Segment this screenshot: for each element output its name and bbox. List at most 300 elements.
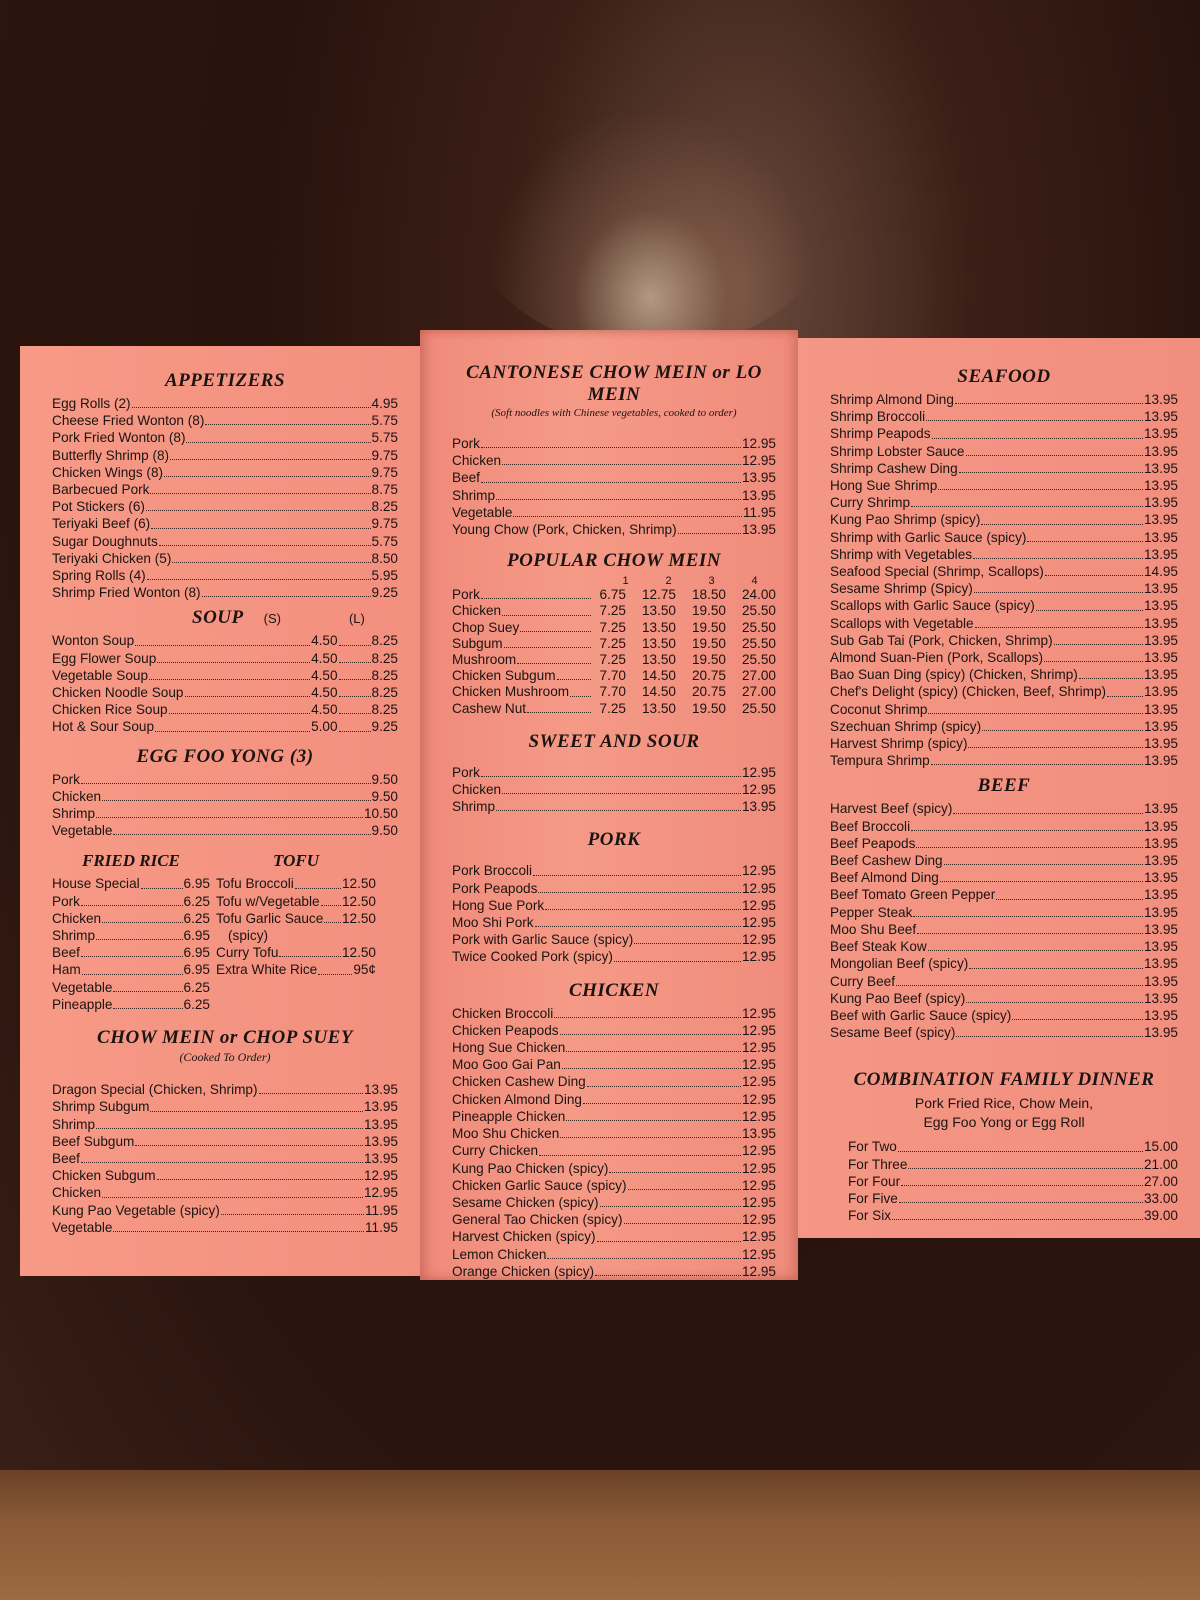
- popular-chow-mein-sizes: [604, 575, 776, 587]
- item-price: 8.75: [371, 482, 398, 498]
- menu-item: [452, 1125, 776, 1142]
- menu-item: [52, 412, 398, 429]
- menu-item: [52, 1133, 398, 1150]
- dot-leader: [911, 506, 1143, 507]
- menu-item: [452, 521, 776, 538]
- menu-item: [848, 1138, 1178, 1155]
- menu-item: [830, 1007, 1178, 1024]
- menu-item: [830, 425, 1178, 442]
- item-price: 12.95: [741, 1074, 776, 1090]
- dot-leader: [113, 834, 370, 835]
- menu-item: [830, 973, 1178, 990]
- item-name: Hong Sue Shrimp: [830, 478, 938, 494]
- menu-item: [830, 546, 1178, 563]
- dot-leader: [96, 939, 182, 940]
- section-title-tofu: TOFU: [273, 851, 319, 871]
- dot-leader: [504, 647, 591, 648]
- menu-item: [52, 1150, 398, 1167]
- dot-leader: [339, 713, 371, 714]
- dot-leader: [560, 1137, 741, 1138]
- menu-item: [452, 504, 776, 521]
- item-name: Pot Stickers (6): [52, 499, 145, 515]
- item-name: Chicken Noodle Soup: [52, 685, 184, 701]
- item-price: 13.95: [741, 487, 776, 503]
- item-price: 13.95: [741, 470, 776, 486]
- item-price: 13.95: [1143, 921, 1178, 937]
- item-price-small: 5.00: [311, 719, 338, 735]
- item-name: Harvest Shrimp (spicy): [830, 736, 968, 752]
- dot-leader: [570, 696, 591, 697]
- item-name: Chicken: [52, 1185, 102, 1201]
- dot-leader: [1044, 661, 1143, 662]
- item-price: 5.95: [371, 568, 398, 584]
- menu-item: [452, 862, 776, 879]
- item-name: Chicken Rice Soup: [52, 702, 168, 718]
- item-price: 11.95: [742, 504, 776, 520]
- menu-item: [830, 735, 1178, 752]
- item-name: Shrimp Broccoli: [830, 409, 926, 425]
- item-price: 13.95: [1143, 870, 1178, 886]
- item-name: For Five: [848, 1190, 898, 1206]
- item-price-size-3: 19.50: [691, 635, 726, 651]
- item-price: 15.00: [1143, 1139, 1178, 1155]
- dot-leader: [595, 1275, 741, 1276]
- item-name: Beef Broccoli: [830, 818, 911, 834]
- item-name: Harvest Beef (spicy): [830, 801, 953, 817]
- dot-leader: [600, 1206, 741, 1207]
- menu-item: [452, 587, 776, 603]
- dot-leader: [1012, 1019, 1143, 1020]
- item-price: 9.75: [371, 464, 398, 480]
- dot-leader: [159, 545, 371, 546]
- menu-item: [830, 886, 1178, 903]
- item-price: 12.95: [741, 1143, 776, 1159]
- menu-item: [830, 477, 1178, 494]
- dot-leader: [535, 926, 741, 927]
- menu-item: [52, 822, 398, 839]
- size-1: 1: [622, 575, 629, 588]
- combination-line-2: Egg Foo Yong or Egg Roll: [923, 1114, 1085, 1131]
- item-name: Chicken: [452, 453, 502, 469]
- item-price: 9.25: [371, 585, 398, 601]
- menu-panel-center: [420, 330, 798, 1280]
- item-price: 13.95: [1143, 853, 1178, 869]
- menu-item: [52, 650, 398, 667]
- dot-leader: [481, 776, 741, 777]
- item-price-size-1: 7.70: [599, 668, 626, 684]
- item-price: 11.95: [364, 1219, 398, 1235]
- item-name: Shrimp: [52, 806, 96, 822]
- dot-leader: [597, 1241, 741, 1242]
- item-name: Sesame Beef (spicy): [830, 1025, 956, 1041]
- item-name: Almond Suan-Pien (Pork, Scallops): [830, 650, 1044, 666]
- list-combination: [830, 1138, 1178, 1224]
- menu-item: [52, 1098, 398, 1115]
- item-name: Vegetable Soup: [52, 667, 148, 683]
- chow-mein-subtitle: (Cooked To Order): [179, 1050, 271, 1065]
- item-name: Curry Shrimp: [830, 495, 911, 511]
- dot-leader: [324, 922, 341, 923]
- item-name: Teriyaki Chicken (5): [52, 550, 172, 566]
- dot-leader: [931, 764, 1143, 765]
- section-title-combination: COMBINATION FAMILY DINNER: [853, 1069, 1155, 1091]
- section-title-soup: SOUP: [192, 607, 244, 629]
- dot-leader: [81, 956, 183, 957]
- dot-leader: [896, 985, 1143, 986]
- item-price: 12.95: [741, 453, 776, 469]
- item-price: 12.95: [741, 1108, 776, 1124]
- dot-leader: [562, 1068, 741, 1069]
- dot-leader: [496, 810, 741, 811]
- item-name: Subgum: [452, 635, 503, 651]
- item-name: Chicken Subgum: [52, 1168, 156, 1184]
- menu-item: [830, 563, 1178, 580]
- item-price: 13.95: [741, 522, 776, 538]
- item-price: 12.95: [741, 782, 776, 798]
- dot-leader: [81, 783, 371, 784]
- item-name: Curry Tofu: [216, 945, 279, 961]
- dot-leader: [926, 420, 1143, 421]
- menu-item: [52, 961, 210, 978]
- item-price: 8.50: [371, 550, 398, 566]
- item-name: Orange Chicken (spicy): [452, 1263, 595, 1279]
- list-beef: [830, 800, 1178, 1041]
- dot-leader: [502, 464, 741, 465]
- dot-leader: [147, 579, 371, 580]
- item-price: 13.95: [1143, 598, 1178, 614]
- menu-item: [452, 603, 776, 619]
- item-price: 13.95: [1143, 667, 1178, 683]
- item-name: For Two: [848, 1139, 897, 1155]
- item-name: Cheese Fried Wonton (8): [52, 413, 205, 429]
- item-name: Shrimp Cashew Ding: [830, 460, 958, 476]
- item-name: Chicken Mushroom: [452, 684, 570, 700]
- menu-item: [52, 684, 398, 701]
- item-name: Hot & Sour Soup: [52, 719, 155, 735]
- menu-item: [216, 944, 376, 961]
- dot-leader: [259, 1093, 363, 1094]
- menu-item: [848, 1173, 1178, 1190]
- menu-item: [830, 1024, 1178, 1041]
- section-title-pork: PORK: [587, 829, 641, 851]
- item-price: 13.95: [363, 1150, 398, 1166]
- item-price: 12.95: [741, 932, 776, 948]
- item-price: 13.95: [1143, 956, 1178, 972]
- item-price-size-4: 25.50: [741, 603, 776, 619]
- menu-item: [52, 1202, 398, 1219]
- menu-item: [216, 910, 376, 927]
- menu-item: [52, 927, 210, 944]
- item-name: Chicken Peapods: [452, 1022, 559, 1038]
- item-price: 12.95: [741, 1194, 776, 1210]
- item-price-size-2: 13.50: [641, 603, 676, 619]
- dot-leader: [81, 905, 183, 906]
- dot-leader: [982, 730, 1143, 731]
- item-name: Chicken: [452, 782, 502, 798]
- dot-leader: [113, 1008, 182, 1009]
- menu-item: [848, 1207, 1178, 1224]
- dot-leader: [955, 403, 1143, 404]
- list-chow-mein-chop-suey: [52, 1081, 398, 1236]
- dot-leader: [339, 679, 371, 680]
- dot-leader: [554, 1017, 741, 1018]
- item-price: 6.95: [183, 962, 210, 978]
- item-price: 13.95: [1143, 512, 1178, 528]
- dot-leader: [609, 1172, 741, 1173]
- list-egg-foo-yong: [52, 771, 398, 840]
- menu-item: [452, 1246, 776, 1263]
- item-name: Chicken Garlic Sauce (spicy): [452, 1177, 627, 1193]
- item-price: 8.25: [371, 499, 398, 515]
- menu-item: [52, 875, 210, 892]
- item-price: 12.50: [341, 910, 376, 926]
- menu-item: [830, 408, 1178, 425]
- item-price: 13.95: [1143, 581, 1178, 597]
- list-popular-chow-mein: [452, 587, 776, 717]
- dot-leader: [996, 899, 1143, 900]
- item-price-size-2: 13.50: [641, 619, 676, 635]
- item-price-small: 4.50: [311, 633, 338, 649]
- item-price-size-2: 12.75: [641, 587, 676, 603]
- item-name: Sugar Doughnuts: [52, 533, 158, 549]
- dot-leader: [898, 1151, 1143, 1152]
- dot-leader: [566, 1120, 741, 1121]
- item-price-size-2: 13.50: [641, 635, 676, 651]
- item-name: Chicken: [52, 788, 102, 804]
- item-name: House Special: [52, 876, 140, 892]
- menu-item: [830, 752, 1178, 769]
- item-name: Shrimp: [452, 799, 496, 815]
- dot-leader: [539, 1155, 741, 1156]
- item-price: 13.95: [1143, 753, 1178, 769]
- menu-item: [452, 487, 776, 504]
- item-name: Vegetable: [52, 823, 113, 839]
- dot-leader: [901, 1185, 1143, 1186]
- menu-item: [452, 684, 776, 700]
- item-name: Pork Fried Wonton (8): [52, 430, 186, 446]
- menu-item: [52, 567, 398, 584]
- dot-leader: [149, 679, 310, 680]
- menu-item: [52, 447, 398, 464]
- item-name: Vegetable: [52, 1219, 113, 1235]
- menu-item: [452, 435, 776, 452]
- item-name: Chicken Broccoli: [452, 1005, 554, 1021]
- item-name: Scallops with Vegetable: [830, 615, 974, 631]
- menu-item: [452, 1160, 776, 1177]
- menu-item: [52, 584, 398, 601]
- item-name: Seafood Special (Shrimp, Scallops): [830, 564, 1044, 580]
- item-price: 13.95: [1143, 478, 1178, 494]
- item-name: Kung Pao Chicken (spicy): [452, 1160, 609, 1176]
- section-title-chicken: CHICKEN: [568, 979, 660, 1001]
- dot-leader: [587, 1086, 741, 1087]
- item-price: 12.95: [363, 1185, 398, 1201]
- menu-item: [452, 1263, 776, 1280]
- item-price-size-1: 7.25: [599, 619, 626, 635]
- item-price: 6.25: [183, 893, 210, 909]
- light-glare: [470, 90, 830, 350]
- menu-item: [830, 580, 1178, 597]
- item-name: Beef: [52, 1150, 80, 1166]
- item-price-size-4: 25.50: [741, 700, 776, 716]
- item-price-size-3: 20.75: [691, 684, 726, 700]
- item-price: 13.95: [1143, 990, 1178, 1006]
- item-name: Kung Pao Vegetable (spicy): [52, 1202, 220, 1218]
- item-name: Dragon Special (Chicken, Shrimp): [52, 1082, 258, 1098]
- dot-leader: [981, 524, 1143, 525]
- menu-item: [452, 1056, 776, 1073]
- dot-leader: [538, 892, 741, 893]
- menu-item: [830, 632, 1178, 649]
- item-name: Beef Almond Ding: [830, 870, 939, 886]
- list-cantonese: [452, 435, 776, 538]
- menu-item: [452, 1142, 776, 1159]
- item-name: For Six: [848, 1208, 892, 1224]
- item-price-size-2: 14.50: [641, 668, 676, 684]
- item-price-size-2: 13.50: [641, 652, 676, 668]
- dot-leader: [560, 1034, 741, 1035]
- item-name: Lemon Chicken: [452, 1246, 547, 1262]
- dot-leader: [132, 407, 371, 408]
- menu-item: [52, 550, 398, 567]
- dot-leader: [202, 596, 371, 597]
- menu-item: [52, 667, 398, 684]
- menu-item: [452, 469, 776, 486]
- menu-item: [216, 961, 376, 978]
- section-title-chow-mein-chop-suey: CHOW MEIN or CHOP SUEY: [97, 1027, 353, 1049]
- item-price-size-1: 7.25: [599, 652, 626, 668]
- item-price: 12.95: [741, 764, 776, 780]
- item-name: Shrimp Almond Ding: [830, 392, 954, 407]
- menu-item: [830, 718, 1178, 735]
- menu-item: [52, 1116, 398, 1133]
- item-name: Shrimp Peapods: [830, 426, 931, 442]
- menu-item: [452, 620, 776, 636]
- item-price-size-2: 13.50: [641, 700, 676, 716]
- dot-leader: [973, 558, 1143, 559]
- item-price: 13.95: [1143, 632, 1178, 648]
- item-price-size-4: 24.00: [741, 587, 776, 603]
- menu-item: [830, 683, 1178, 700]
- item-price-size-4: 27.00: [741, 668, 776, 684]
- menu-item: [452, 1211, 776, 1228]
- menu-item: [830, 835, 1178, 852]
- menu-item: [452, 668, 776, 684]
- item-price: 13.95: [363, 1116, 398, 1132]
- item-price-size-3: 19.50: [691, 619, 726, 635]
- item-price: 13.95: [1143, 904, 1178, 920]
- item-name: Shrimp Fried Wonton (8): [52, 585, 201, 601]
- menu-item: [452, 781, 776, 798]
- menu-item: [52, 771, 398, 788]
- item-name: Twice Cooked Pork (spicy): [452, 949, 613, 965]
- dot-leader: [141, 888, 183, 889]
- menu-item: [452, 1073, 776, 1090]
- dot-leader: [135, 645, 310, 646]
- menu-item: [848, 1190, 1178, 1207]
- item-price-large: 8.25: [371, 633, 398, 649]
- dot-leader: [520, 631, 591, 632]
- dot-leader: [150, 493, 370, 494]
- item-name: Chicken Subgum: [452, 668, 556, 684]
- dot-leader: [481, 447, 741, 448]
- item-name: Moo Shi Pork: [452, 915, 534, 931]
- item-price: 12.95: [741, 915, 776, 931]
- item-name: Harvest Chicken (spicy): [452, 1229, 596, 1245]
- item-name: Moo Shu Chicken: [452, 1126, 560, 1142]
- item-name: Shrimp: [52, 928, 96, 944]
- dot-leader: [150, 1111, 363, 1112]
- item-price: 12.95: [741, 897, 776, 913]
- item-name: Extra White Rice: [216, 962, 318, 978]
- item-price: 9.75: [371, 516, 398, 532]
- list-seafood: [830, 391, 1178, 769]
- item-price-small: 4.50: [311, 667, 338, 683]
- item-name: Vegetable: [452, 504, 513, 520]
- item-name: (spicy): [228, 928, 269, 944]
- item-name: Butterfly Shrimp (8): [52, 447, 170, 463]
- dot-leader: [102, 800, 370, 801]
- dot-leader: [547, 1258, 741, 1259]
- dot-leader: [899, 1202, 1143, 1203]
- menu-item: [830, 597, 1178, 614]
- item-price: 13.95: [363, 1082, 398, 1098]
- item-name: Teriyaki Beef (6): [52, 516, 151, 532]
- item-name: Beef: [452, 470, 480, 486]
- dot-leader: [566, 1051, 741, 1052]
- item-name: Shrimp: [452, 487, 496, 503]
- item-price-size-1: 7.70: [599, 684, 626, 700]
- item-price: 12.95: [741, 1091, 776, 1107]
- dot-leader: [339, 696, 371, 697]
- item-price-size-2: 14.50: [641, 684, 676, 700]
- size-3: 3: [708, 575, 715, 588]
- dot-leader: [96, 817, 363, 818]
- menu-item: [830, 511, 1178, 528]
- dot-leader: [155, 731, 310, 732]
- menu-item: [452, 914, 776, 931]
- item-price-size-3: 19.50: [691, 652, 726, 668]
- item-name: Pork: [452, 436, 480, 451]
- dot-leader: [279, 956, 341, 957]
- item-price-small: 4.50: [311, 650, 338, 666]
- dot-leader: [1107, 696, 1143, 697]
- list-sweet-and-sour: [452, 764, 776, 816]
- dot-leader: [908, 1168, 1143, 1169]
- item-name: Cashew Nut: [452, 700, 527, 716]
- item-price: 5.75: [371, 533, 398, 549]
- item-price: 13.95: [741, 799, 776, 815]
- dot-leader: [634, 943, 741, 944]
- menu-item: [52, 632, 398, 649]
- item-price: 95¢: [353, 962, 376, 978]
- item-name: Hong Sue Pork: [452, 897, 545, 913]
- menu-item: [830, 615, 1178, 632]
- dot-leader: [545, 909, 741, 910]
- menu-item: [52, 893, 210, 910]
- dot-leader: [628, 1189, 741, 1190]
- menu-item: [216, 893, 376, 910]
- dot-leader: [339, 645, 371, 646]
- item-price: 13.95: [1143, 650, 1178, 666]
- item-price: 12.95: [741, 1040, 776, 1056]
- item-price: 12.95: [741, 1246, 776, 1262]
- dot-leader: [517, 663, 591, 664]
- menu-item: [52, 944, 210, 961]
- dot-leader: [678, 533, 741, 534]
- item-name: Beef Subgum: [52, 1133, 135, 1149]
- item-price: 13.95: [1143, 801, 1178, 817]
